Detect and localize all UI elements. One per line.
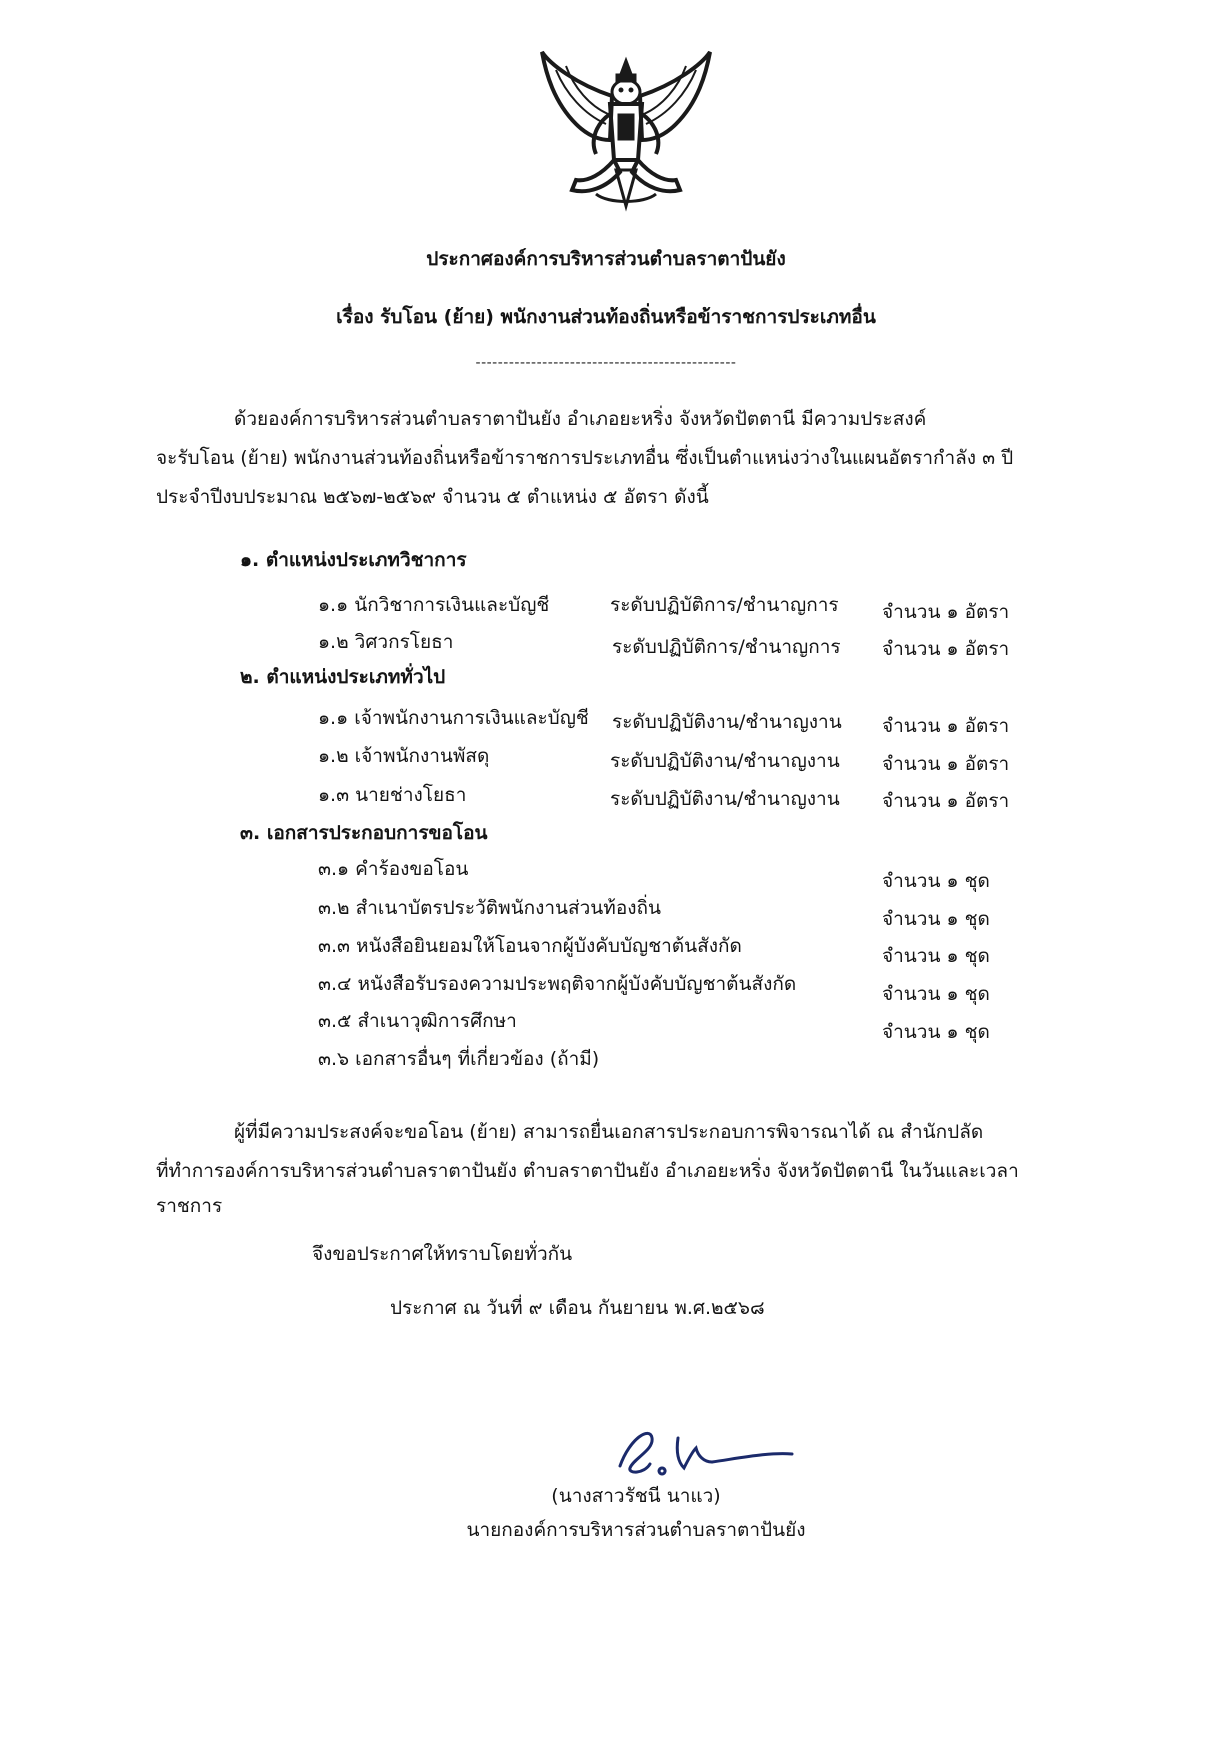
list-item-qty: จำนวน ๑ ชุด bbox=[882, 870, 990, 892]
announcement-title: ประกาศองค์การบริหารส่วนตำบลราตาปันยัง bbox=[426, 248, 786, 270]
signer-name: (นางสาวรัชนี นาแว) bbox=[551, 1485, 721, 1507]
announce-line: จึงขอประกาศให้ทราบโดยทั่วกัน bbox=[312, 1243, 573, 1265]
list-item: ๑.๓ นายช่างโยธา bbox=[318, 784, 467, 806]
list-item: ๓.๑ คำร้องขอโอน bbox=[318, 858, 469, 880]
list-item-qty: จำนวน ๑ ชุด bbox=[882, 908, 990, 930]
list-item-qty: จำนวน ๑ ชุด bbox=[882, 1021, 990, 1043]
list-item: ๑.๑ นักวิชาการเงินและบัญชี bbox=[318, 594, 550, 616]
list-item: ๑.๒ วิศวกรโยธา bbox=[318, 631, 454, 653]
list-item-qty: จำนวน ๑ อัตรา bbox=[882, 601, 1010, 623]
list-item: ๓.๕ สำเนาวุฒิการศึกษา bbox=[318, 1010, 517, 1032]
intro-line-1: ด้วยองค์การบริหารส่วนตำบลราตาปันยัง อำเภอยะหริ่ง จังหวัดปัตตานี มีความประสงค์ bbox=[234, 408, 927, 430]
announcement-date: ประกาศ ณ วันที่ ๙ เดือน กันยายน พ.ศ.๒๕๖๘ bbox=[390, 1297, 765, 1319]
list-item-qty: จำนวน ๑ ชุด bbox=[882, 983, 990, 1005]
list-item-level: ระดับปฏิบัติการ/ชำนาญการ bbox=[610, 594, 839, 616]
signature-icon bbox=[600, 1418, 800, 1488]
intro-line-3: ประจำปีงบประมาณ ๒๕๖๗-๒๕๖๙ จำนวน ๕ ตำแหน่ง ๕ อัตรา ดังนี้ bbox=[156, 486, 709, 508]
list-item: ๑.๒ เจ้าพนักงานพัสดุ bbox=[318, 745, 490, 767]
list-item-qty: จำนวน ๑ อัตรา bbox=[882, 790, 1010, 812]
garuda-emblem-icon bbox=[536, 44, 716, 220]
list-item-level: ระดับปฏิบัติการ/ชำนาญการ bbox=[612, 636, 841, 658]
signer-position: นายกองค์การบริหารส่วนตำบลราตาปันยัง bbox=[466, 1519, 806, 1541]
section-documents-heading: ๓. เอกสารประกอบการขอโอน bbox=[240, 822, 488, 844]
list-item: ๓.๓ หนังสือยินยอมให้โอนจากผู้บังคับบัญชาต้นสังกัด bbox=[318, 935, 742, 957]
list-item: ๑.๑ เจ้าพนักงานการเงินและบัญชี bbox=[318, 707, 589, 729]
list-item: ๓.๒ สำเนาบัตรประวัติพนักงานส่วนท้องถิ่น bbox=[318, 897, 662, 919]
section-general-heading: ๒. ตำแหน่งประเภททั่วไป bbox=[240, 666, 446, 688]
title-separator: ----------------------------------------------- bbox=[475, 355, 737, 371]
list-item: ๓.๖ เอกสารอื่นๆ ที่เกี่ยวข้อง (ถ้ามี) bbox=[318, 1048, 600, 1070]
closing-line-2: ที่ทำการองค์การบริหารส่วนตำบลราตาปันยัง ตำบลราตาปันยัง อำเภอยะหริ่ง จังหวัดปัตตานี ในวันและเวลา bbox=[156, 1160, 1019, 1182]
closing-line-1: ผู้ที่มีความประสงค์จะขอโอน (ย้าย) สามารถยื่นเอกสารประกอบการพิจารณาได้ ณ สำนักปลัด bbox=[234, 1121, 984, 1143]
list-item-qty: จำนวน ๑ อัตรา bbox=[882, 753, 1010, 775]
list-item-qty: จำนวน ๑ อัตรา bbox=[882, 638, 1010, 660]
list-item-qty: จำนวน ๑ ชุด bbox=[882, 945, 990, 967]
announcement-subject: เรื่อง รับโอน (ย้าย) พนักงานส่วนท้องถิ่นหรือข้าราชการประเภทอื่น bbox=[336, 306, 876, 328]
list-item-level: ระดับปฏิบัติงาน/ชำนาญงาน bbox=[612, 711, 842, 733]
section-academic-heading: ๑. ตำแหน่งประเภทวิชาการ bbox=[240, 549, 467, 571]
closing-line-3: ราชการ bbox=[156, 1195, 223, 1217]
intro-line-2: จะรับโอน (ย้าย) พนักงานส่วนท้องถิ่นหรือข้าราชการประเภทอื่น ซึ่งเป็นตำแหน่งว่างในแผนอัตรากำลัง ๓ ปี bbox=[156, 447, 1014, 469]
list-item: ๓.๔ หนังสือรับรองความประพฤติจากผู้บังคับบัญชาต้นสังกัด bbox=[318, 973, 797, 995]
list-item-qty: จำนวน ๑ อัตรา bbox=[882, 715, 1010, 737]
list-item-level: ระดับปฏิบัติงาน/ชำนาญงาน bbox=[610, 750, 840, 772]
list-item-level: ระดับปฏิบัติงาน/ชำนาญงาน bbox=[610, 788, 840, 810]
